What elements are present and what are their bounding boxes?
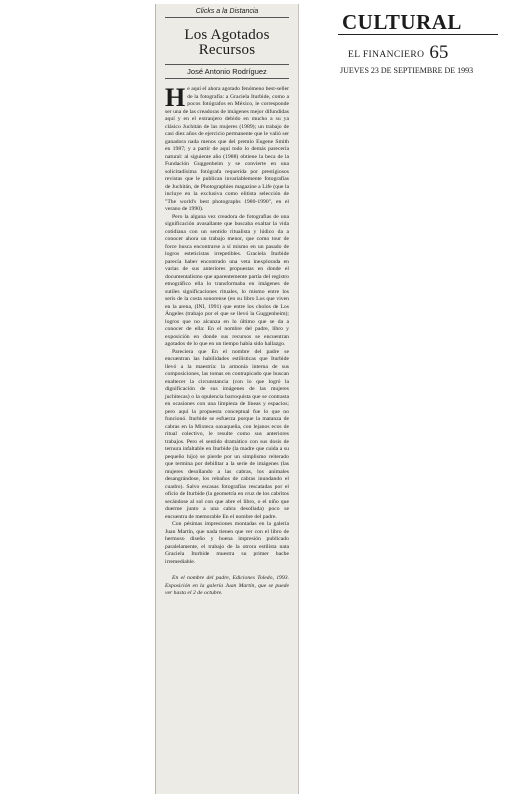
paragraph-text: e aquí el ahora agotado fenómeno best-seller de la fotografía: a Graciela Iturbide, como a pocos fotógrafos en México, le corresponde ser una de las creadoras de imágenes mejor difundidas aquí y en el extranjero debido en mucho a su ya clásico Juchitán de las mujeres (1989); un trabajo de casi diez años de ejercicio permanente que le valió ser ganadora nada menos que del premio Eugene Smith en 1987; y a partir de aquí todo lo demás parecería natural: al siguiente año (1988) obtiene la beca de la Fundación Guggenheim y se convierte en una solicitadísima fotógrafa requerida por prestigiosos revistas que le publican invariablemente fotografías de Juchitán, de Photographies magazine a Life (que la incluye en la exclusiva como elitista selección de "The world's best photographs 1980-1990", en el verano de 1990). [165, 86, 289, 212]
author-byline: José Antonio Rodríguez [165, 64, 289, 79]
paragraph [165, 83, 289, 214]
article-title [165, 28, 289, 58]
paragraph: Pero la alguna vez creadora de fotografías de una significación avasallante que buscaba exaltar la vida cotidiana con un sentido ritualista y lúdico da a conocer ahora un trabajo menor, que como tour de force busca encontrarse a sí mismo en un pasado de logros esteticistas irrepetibles. Graciela Iturbide parecía haber encontrado una veta inexplorada en varias de sus anteriores propuestas en donde el documentalismo que aparentemente partía del registro etnográfico ella lo transformaba en imágenes de sutiles significaciones rituales, lo mismo entre los seris de la costa sonorense (en su libro Los que viven en la arena, (INI, 1991) que entre los cholos de Los Ángeles (trabajo por el que se llevó la Guggenheim); logros que no alcanza en lo último que se da a conocer de ella: En el nombre del padre, libro y exposición en donde sus recursos se encuentran agotados de lo que en un tiempo había sido hallazgo. [165, 213, 289, 347]
title-line-2: Recursos [198, 42, 256, 58]
paragraph: Pareciera que En el nombre del padre se encuentran las habilidades estilísticas que Iturbide llevó a la maestría: la armonía interna de sus composiciones, las tomas en contrapicado que buscan enaltecer la circunstancia (con lo que logró la dignificación de sus imágenes de las mujeres juchitecas) o la opulencia barroquista que se contrasta en ocasiones con una limpieza de líneas y espacios; pero aquí la propuesta conceptual fue lo que no funcionó. Iturbide se esfuerza porque la matanza de cabras en la Mixteca oaxaqueña, con lejanos ecos de ritual colectivo, le resulte como sus anteriores trabajos. Pero el sentido dramático con sus dosis de ternura infaltable en Iturbide (la madre que cuida a su pequeño hijo) se pierde por un simplismo reiterado que termina por debilitar a la serie de imágenes (las mujeres desollando a las cabras, los animales desangrándose, los rebaños de cabras inundando el cuadro). Salvo escasas fotografías rescatadas por el oficio de Iturbide (la geometría en cruz de los cabritos secándose al sol con que abre el libro, o el niño que duerme junto a una cabra desollada) poco se encuentra de memorable En el nombre del padre. [165, 348, 289, 520]
title-line-1: Los Agotados [184, 27, 270, 43]
book-credit: En el nombre del padre, Ediciones Toledo, 1993. Exposición en la galería Juan Martín, que se puede ver hasta el 2 de octubre. [165, 575, 289, 596]
publication-date: JUEVES 23 DE SEPTIEMBRE DE 1993 [340, 66, 474, 75]
section-title: CULTURAL [338, 10, 498, 35]
page-number: 65 [429, 42, 449, 63]
paragraph: Con pésimas impresiones montadas en la galería Juan Martín, que nada tienen que ver con el libro de hermoso diseño y buena impresión publicado paralelamente, el trabajo de la otrora estilista nata Graciela Iturbide muestra su primer bache irremediable. [165, 521, 289, 565]
newspaper-masthead [338, 10, 498, 75]
paper-page-row [338, 42, 498, 64]
article-body [165, 83, 289, 566]
newspaper-name: EL FINANCIERO [348, 50, 425, 60]
column-name: Clicks a la Distancia [165, 8, 289, 18]
newspaper-clipping [155, 4, 299, 794]
drop-cap: H [165, 83, 186, 112]
